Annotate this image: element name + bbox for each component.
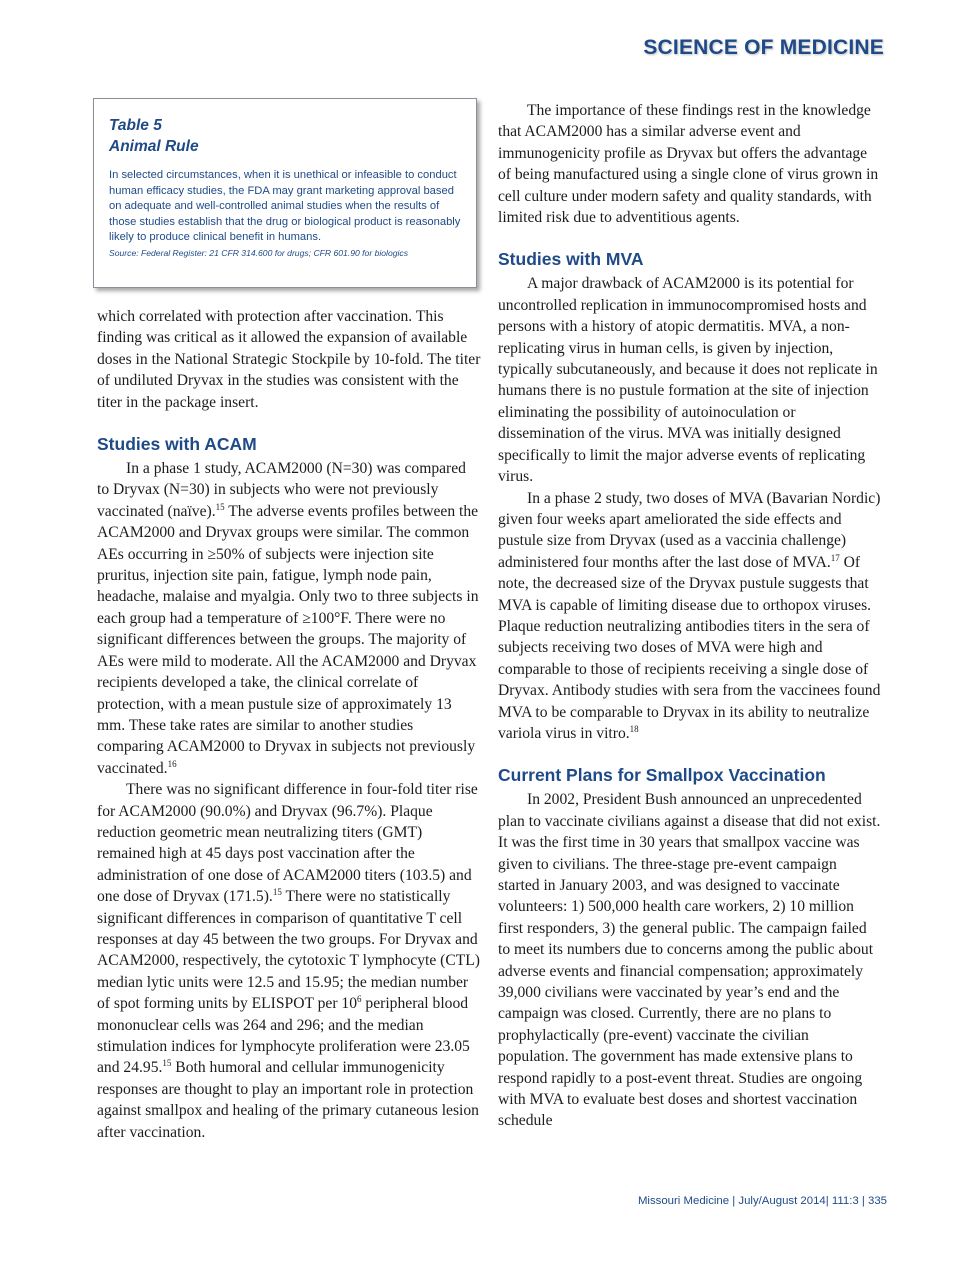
- table-body-text: In selected circumstances, when it is unethical or infeasible to conduct human efficacy studies, the FDA may grant marketing approval based on adequate and well-controlled animal studies when the results of those studies establish that the drug or biological product is reasonably likely to produce clinical benefit in humans.: [109, 169, 461, 244]
- paragraph-acam-phase1: In a phase 1 study, ACAM2000 (N=30) was compared to Dryvax (N=30) in subjects who were not previously vaccinated (naïve).$^{15}$ The adverse events profiles between the ACAM2000 and Dryvax groups were similar. The common AEs occurring in ≥50% of subjects were injection site pruritus, injection site pain, fatigue, lymph node pain, headache, malaise and myalgia. Only two to three subjects in each group had a temperature of ≥100°F. There were no significant differences between the groups. The majority of AEs were mild to moderate. All the ACAM2000 and Dryvax recipients developed a take, the clinical correlate of protection, with a mean pustule size of approximately 13 mm. These take rates are similar to another studies comparing ACAM2000 to Dryvax in subjects not previously vaccinated.$^{16}$: [97, 460, 479, 777]
- table-number: Table 5: [109, 117, 162, 134]
- table-source-note: Source: Federal Register: 21 CFR 314.600 for drugs; CFR 601.90 for biologics: [109, 247, 409, 258]
- citation-ref: 15: [272, 887, 282, 898]
- citation-ref: 18: [629, 723, 639, 734]
- right-column: [498, 100, 881, 1132]
- citation-ref: 17: [830, 552, 840, 563]
- paragraph-mva-phase2: In a phase 2 study, two doses of MVA (Bavarian Nordic) given four weeks apart ameliorated the side effects and pustule size from Dryvax (used as a vaccinia challenge) administered four months after the last dose of MVA.$^{17}$ Of note, the decreased size of the Dryvax pustule suggests that MVA is capable of limiting disease due to orthopox viruses. Plaque reduction neutralizing antibodies titers in the sera of subjects receiving two doses of MVA were high and comparable to those of recipients receiving a single dose of Dryvax. Antibody studies with sera from the vaccinees found MVA to be comparable to Dryvax in its ability to neutralize variola virus in vitro.$^{18}$: [498, 489, 881, 742]
- page-footer: Missouri Medicine | July/August 2014| 111:3 | 335: [637, 1195, 887, 1207]
- paragraph-acam-titer: There was no significant difference in four-fold titer rise for ACAM2000 (90.0%) and Dryvax (96.7%). Plaque reduction geometric mean neutralizing titers (GMT) remained high at 45 days post vaccination after the administration of one dose of ACAM2000 titers (103.5) and one dose of Dryvax (171.5).$^{15}$ There were no statistically significant differences in comparison of quantitative T cell responses at day 45 between the two groups. For Dryvax and ACAM2000, respectively, the cytotoxic T lymphocyte (CTL) median lytic units were 12.5 and 15.95; the median number of spot forming units by ELISPOT per $10^6$ peripheral blood mononuclear cells was 264 and 296; and the median stimulation indices for lymphocyte proliferation were 23.05 and 24.95.15 Both humoral and cellular immunogenicity responses are thought to play an important role in protection against smallpox and healing of the primary cutaneous lesion after vaccination.: [97, 781, 480, 1141]
- citation-ref: 15: [162, 1058, 172, 1069]
- paragraph-mva-drawback: A major drawback of ACAM2000 is its potential for uncontrolled replication in immunocompromised hosts and persons with a history of atopic dermatitis. MVA, a non-replicating virus in human cells, is given by injection, typically subcutaneously, and because it does not replicate in humans there is no pustule formation at the site of injection eliminating the possibility of autoinoculation or dissemination of the virus. MVA was initially designed specifically to limit the major adverse events of replicating virus.: [498, 275, 878, 486]
- paragraph-current-plans: In 2002, President Bush announced an unprecedented plan to vaccinate civilians against a disease that did not exist. It was the first time in 30 years that smallpox vaccine was given to civilians. The three-stage pre-event campaign started in January 2003, and was designed to vaccinate volunteers: 1) 500,000 health care workers, 2) 10 million first responders, 3) the general public. The campaign failed to meet its numbers due to concerns among the public about adverse events and financial compensation; approximately 39,000 civilians were vaccinated by year’s end and the campaign was closed. Currently, there are no plans to prophylactically (pre-event) vaccinate the civilian population. The government has made extensive plans to respond rapidly to a post-event threat. Studies are ongoing with MVA to evaluate best doses and shortest vaccination schedule: [498, 791, 881, 1130]
- citation-ref: 16: [167, 758, 177, 769]
- citation-ref: 15: [215, 501, 225, 512]
- heading-current-plans: Current Plans for Smallpox Vaccination: [498, 765, 826, 786]
- left-column: [97, 306, 481, 1143]
- heading-studies-with-acam: Studies with ACAM: [97, 434, 257, 455]
- table-5-animal-rule-box: [93, 98, 477, 288]
- heading-studies-with-mva: Studies with MVA: [498, 249, 644, 270]
- exponent: 6: [357, 994, 362, 1005]
- paragraph-findings-importance: The importance of these findings rest in the knowledge that ACAM2000 has a similar adverse event and immunogenicity profile as Dryvax but offers the advantage of being manufactured using a single clone of virus grown in cell culture under modern safety and quality standards, with limited risk due to adventitious agents.: [498, 102, 879, 227]
- paragraph-continuation: which correlated with protection after vaccination. This finding was critical as it allowed the expansion of available doses in the National Strategic Stockpile by 10-fold. The titer of undiluted Dryvax in the studies was consistent with the titer in the package insert.: [97, 308, 481, 411]
- table-name: Animal Rule: [109, 138, 199, 155]
- section-header-title: SCIENCE OF MEDICINE: [643, 36, 884, 59]
- table-title: [109, 115, 462, 157]
